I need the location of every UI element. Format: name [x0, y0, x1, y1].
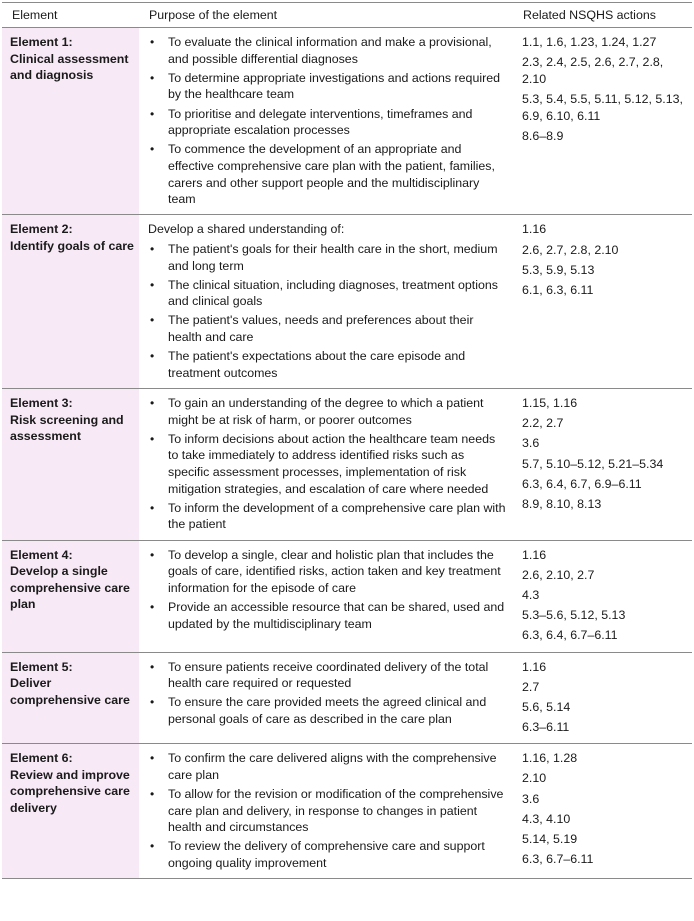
- purpose-cell: [139, 744, 513, 879]
- table-row: [2, 744, 692, 879]
- nsqhs-action: 5.14, 5.19: [522, 832, 578, 846]
- purpose-item: • To gain an understanding of the degree to which a patient might be at risk of harm, or poorer outcomes: [148, 395, 507, 428]
- nsqhs-action: 6.1, 6.3, 6.11: [522, 282, 594, 297]
- purpose-item: • To inform decisions about action the healthcare team needs to take immediately to address identified risks such as specific assessment processes, implementation of risk mitigation strategies, and escalation of care where needed: [148, 431, 507, 497]
- nsqhs-action: 1.16, 1.28: [522, 751, 578, 766]
- purpose-list: [148, 750, 507, 871]
- nsqhs-action: 2.3, 2.4, 2.5, 2.6, 2.7, 2.8, 2.10: [522, 55, 664, 86]
- purpose-item: • The patient's goals for their health care in the short, medium and long term: [148, 241, 507, 274]
- purpose-item: • To ensure the care provided meets the agreed clinical and personal goals of care as described in the care plan: [148, 694, 507, 727]
- element-label: Element 1:: [10, 35, 73, 49]
- header-actions: Related NSQHS actions: [513, 3, 692, 28]
- element-cell: [2, 28, 139, 215]
- header-purpose: Purpose of the element: [139, 3, 513, 28]
- purpose-list: [148, 547, 507, 633]
- actions-cell: [513, 215, 692, 389]
- nsqhs-action: 2.2, 2.7: [522, 416, 564, 431]
- purpose-cell: [139, 540, 513, 652]
- table-row: [2, 215, 692, 389]
- element-name: Identify goals of care: [10, 238, 134, 253]
- purpose-list: [148, 34, 507, 208]
- header-element: Element: [2, 3, 139, 28]
- element-label: Element 5:: [10, 659, 73, 674]
- purpose-cell: [139, 389, 513, 541]
- actions-cell: [513, 652, 692, 744]
- nsqhs-action: 6.3, 6.7–6.11: [522, 852, 594, 867]
- table-body: [2, 28, 692, 879]
- nsqhs-action: 5.3, 5.4, 5.5, 5.11, 5.12, 5.13, 6.9, 6.10, 6.11: [522, 91, 683, 123]
- element-cell: [2, 389, 139, 541]
- nsqhs-action: 8.9, 8.10, 8.13: [522, 496, 602, 511]
- nsqhs-action: 6.3, 6.4, 6.7–6.11: [522, 628, 618, 643]
- nsqhs-action: 1.16: [522, 659, 547, 674]
- table-row: [2, 28, 692, 215]
- purpose-item: • To confirm the care delivered aligns with the comprehensive care plan: [148, 750, 507, 783]
- actions-cell: [513, 744, 692, 879]
- nsqhs-action: 5.7, 5.10–5.12, 5.21–5.34: [522, 456, 664, 471]
- table-row: [2, 652, 692, 744]
- element-name: Review and improve comprehensive care delivery: [10, 767, 130, 816]
- nsqhs-action: 2.6, 2.10, 2.7: [522, 567, 595, 582]
- nsqhs-action: 3.6: [522, 791, 540, 806]
- purpose-cell: [139, 215, 513, 389]
- nsqhs-action: 4.3, 4.10: [522, 811, 571, 826]
- element-cell: [2, 215, 139, 389]
- table-row: [2, 540, 692, 652]
- purpose-item: • To commence the development of an appropriate and effective comprehensive care plan with the patient, families, carers and other support people and the multidisciplinary team: [148, 141, 507, 207]
- element-name: Risk screening and assessment: [10, 412, 124, 444]
- purpose-item: • To review the delivery of comprehensive care and support ongoing quality improvement: [148, 838, 507, 871]
- nsqhs-action: 2.10: [522, 771, 547, 786]
- element-name: Clinical assessment and diagnosis: [10, 51, 129, 83]
- purpose-list: [148, 659, 507, 728]
- purpose-cell: [139, 652, 513, 744]
- purpose-item: • The patient's values, needs and preferences about their health and care: [148, 312, 507, 345]
- nsqhs-action: 5.3, 5.9, 5.13: [522, 262, 595, 277]
- element-cell: [2, 540, 139, 652]
- purpose-item: • To prioritise and delegate interventions, timeframes and appropriate escalation processes: [148, 106, 507, 139]
- nsqhs-action: 1.15, 1.16: [522, 396, 578, 411]
- purpose-item: • To allow for the revision or modification of the comprehensive care plan and delivery, in response to changes in patient health and circumstances: [148, 786, 507, 836]
- table-row: [2, 389, 692, 541]
- actions-cell: [513, 389, 692, 541]
- nsqhs-action: 1.16: [522, 547, 547, 562]
- element-cell: [2, 744, 139, 879]
- element-cell: [2, 652, 139, 744]
- purpose-item: • To develop a single, clear and holistic plan that includes the goals of care, identified risks, action taken and key treatment information for the episode of care: [148, 547, 507, 597]
- nsqhs-action: 5.3–5.6, 5.12, 5.13: [522, 608, 626, 623]
- nsqhs-action: 6.3–6.11: [522, 720, 570, 735]
- nsqhs-action: 2.7: [522, 679, 540, 694]
- element-name: Develop a single comprehensive care plan: [10, 564, 130, 612]
- element-label: Element 3:: [10, 396, 73, 411]
- purpose-item: • The patient's expectations about the care episode and treatment outcomes: [148, 348, 507, 381]
- nsqhs-action: 6.3, 6.4, 6.7, 6.9–6.11: [522, 476, 642, 491]
- nsqhs-action: 3.6: [522, 436, 540, 451]
- nsqhs-action: 4.3: [522, 587, 540, 602]
- element-label: Element 6:: [10, 751, 73, 766]
- nsqhs-action: 1.16: [522, 222, 547, 237]
- purpose-item: • To evaluate the clinical information and make a provisional, and possible differential diagnoses: [148, 34, 507, 67]
- purpose-item: • To ensure patients receive coordinated delivery of the total health care required or requested: [148, 659, 507, 692]
- nsqhs-action: 1.1, 1.6, 1.23, 1.24, 1.27: [522, 35, 657, 49]
- purpose-item: • The clinical situation, including diagnoses, treatment options and clinical goals: [148, 277, 507, 310]
- nsqhs-action: 2.6, 2.7, 2.8, 2.10: [522, 242, 619, 257]
- actions-cell: [513, 540, 692, 652]
- purpose-list: [148, 241, 507, 382]
- table-header-row: [2, 3, 692, 28]
- actions-cell: [513, 28, 692, 215]
- purpose-list: [148, 395, 507, 533]
- purpose-item: • To inform the development of a comprehensive care plan with the patient: [148, 500, 507, 533]
- nsqhs-action: 8.6–8.9: [522, 128, 564, 143]
- element-label: Element 2:: [10, 222, 73, 237]
- purpose-intro: Develop a shared understanding of:: [148, 222, 345, 237]
- nsqhs-elements-table: [2, 2, 692, 879]
- purpose-cell: [139, 28, 513, 215]
- purpose-item: • To determine appropriate investigations and actions required by the healthcare team: [148, 70, 507, 103]
- purpose-item: • Provide an accessible resource that can be shared, used and updated by the multidisciplinary team: [148, 599, 507, 632]
- element-label: Element 4:: [10, 547, 73, 562]
- nsqhs-action: 5.6, 5.14: [522, 699, 571, 714]
- element-name: Deliver comprehensive care: [10, 676, 130, 707]
